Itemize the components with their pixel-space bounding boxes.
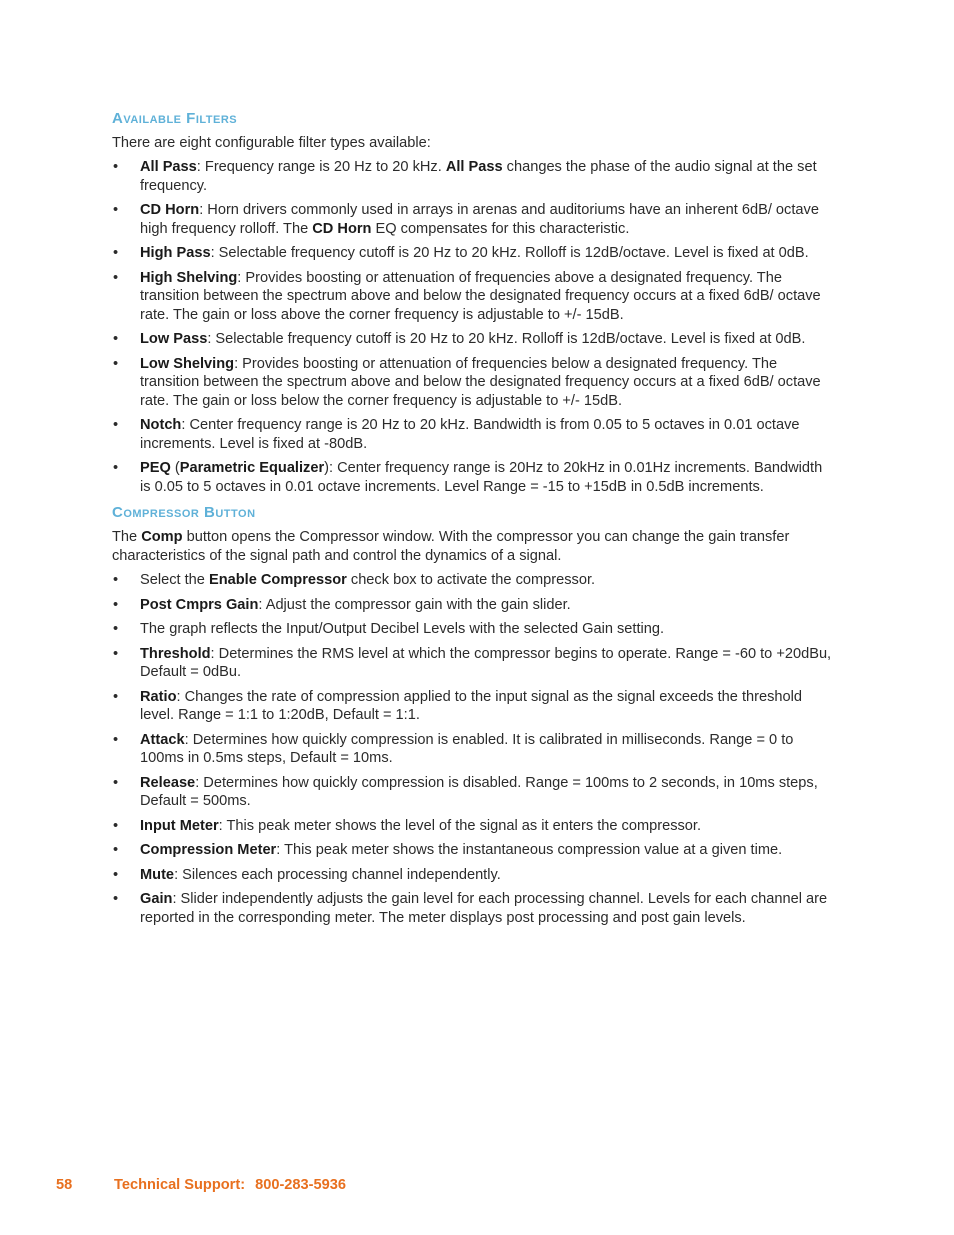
bullet-icon: • <box>113 688 119 705</box>
list-item <box>112 866 836 885</box>
bullet-icon: • <box>113 731 119 748</box>
term-bold: Notch <box>140 417 182 433</box>
item-text: : Determines how quickly compression is disabled. Range = 100ms to 2 seconds, in 10ms steps, Default = 500ms. <box>140 774 818 809</box>
bullet-icon: • <box>113 202 119 218</box>
list-item <box>112 620 836 639</box>
term-bold: Parametric Equalizer <box>179 460 325 476</box>
item-text: The graph reflects the Input/Output Decibel Levels with the selected Gain setting. <box>140 621 665 637</box>
compressor-intro-post: button opens the Compressor window. With the compressor you can change the gain transfer characteristics of the signal path and control the dynamics of a signal. <box>112 529 790 564</box>
item-text: : Determines the RMS level at which the compressor begins to operate. Range = -60 to +20dBu, Default = 0dBu. <box>140 645 832 680</box>
item-text: : Horn drivers commonly used in arrays in arenas and auditoriums have an inherent 6dB/ octave high frequency rolloff. The <box>140 202 819 237</box>
list-item <box>112 817 836 836</box>
item-text: : Silences each processing channel independently. <box>174 866 501 883</box>
term-bold: High Pass <box>140 245 211 261</box>
term-bold: Threshold <box>140 645 211 662</box>
bullet-icon: • <box>113 331 119 347</box>
term-bold: Low Shelving <box>140 355 235 372</box>
term-bold: Compression Meter <box>140 842 277 858</box>
support-phone: 800-283-5936 <box>255 1177 346 1193</box>
compressor-list <box>112 571 836 927</box>
list-item <box>112 244 836 263</box>
term-bold: Gain <box>140 891 173 907</box>
bullet-icon: • <box>113 817 119 834</box>
term-bold: Mute <box>140 866 175 883</box>
page-number: 58 <box>56 1177 73 1193</box>
list-item <box>112 774 836 811</box>
filters-intro: There are eight configurable filter types available: <box>112 135 431 151</box>
bullet-icon: • <box>113 417 119 433</box>
term-bold: Ratio <box>140 688 177 705</box>
term-bold: PEQ <box>140 460 171 476</box>
item-text: check box to activate the compressor. <box>346 572 596 588</box>
bullet-icon: • <box>113 355 119 372</box>
term-bold: Post Cmprs Gain <box>140 596 259 613</box>
list-item <box>112 645 836 682</box>
bullet-icon: • <box>113 866 119 883</box>
term-bold: Enable Compressor <box>208 572 347 588</box>
term-bold: Low Pass <box>140 331 208 347</box>
item-text: ( <box>170 460 180 476</box>
item-text: : This peak meter shows the level of the signal as it enters the compressor. <box>218 817 702 834</box>
list-item <box>112 596 836 615</box>
item-text: ): Center frequency range is 20Hz to 20kHz in 0.01Hz increments. Bandwidth is 0.05 to 5 octaves in 0.01 octave increments. Level Range = -15 to +15dB in 0.5dB increments. <box>140 460 823 495</box>
item-text: : Slider independently adjusts the gain level for each processing channel. Levels for each channel are reported in the corresponding meter. The meter displays post processing and post gain levels. <box>140 891 828 926</box>
term-bold: Attack <box>140 731 185 748</box>
term-bold: CD Horn <box>140 202 200 218</box>
bullet-icon: • <box>113 159 119 175</box>
bullet-icon: • <box>113 774 119 791</box>
bullet-icon: • <box>113 645 119 662</box>
list-item <box>112 158 836 195</box>
list-item <box>112 890 836 927</box>
bullet-icon: • <box>113 596 119 613</box>
term-bold: Release <box>140 774 196 791</box>
compressor-intro-bold: Comp <box>141 529 183 545</box>
item-text: EQ compensates for this characteristic. <box>371 220 630 237</box>
bullet-icon: • <box>113 245 119 261</box>
bullet-icon: • <box>113 269 119 286</box>
list-item <box>112 841 836 860</box>
item-text: : Selectable frequency cutoff is 20 Hz to 20 kHz. Rolloff is 12dB/octave. Level is fixed at 0dB. <box>207 331 806 347</box>
list-item <box>112 459 836 496</box>
bullet-icon: • <box>113 460 119 476</box>
bullet-icon: • <box>113 572 119 588</box>
term-bold: High Shelving <box>140 269 238 286</box>
term-bold: All Pass <box>445 159 503 175</box>
term-bold: All Pass <box>140 159 197 175</box>
page-footer <box>56 1175 346 1195</box>
filters-list <box>112 158 836 496</box>
item-text: : Provides boosting or attenuation of frequencies below a designated frequency. The transition between the spectrum above and below the designated frequency occurs at a fixed 6dB/ octave rate. The gain or loss below the corner frequency is adjustable to +/- 15dB. <box>140 355 821 409</box>
term-bold: CD Horn <box>312 220 372 237</box>
item-text: Select the <box>140 572 209 588</box>
list-item <box>112 731 836 768</box>
item-text: : Provides boosting or attenuation of frequencies above a designated frequency. The transition between the spectrum above and below the designated frequency occurs at a fixed 6dB/ octave rate. The gain or loss above the corner frequency is adjustable to +/- 15dB. <box>140 269 821 323</box>
bullet-icon: • <box>113 842 119 858</box>
compressor-intro <box>112 528 836 566</box>
item-text: changes the phase of the audio signal at the set frequency. <box>140 159 817 194</box>
list-item <box>112 330 836 349</box>
support-label: Technical Support: <box>114 1177 246 1193</box>
list-item <box>112 688 836 725</box>
list-item <box>112 571 836 590</box>
item-text: : Determines how quickly compression is enabled. It is calibrated in milliseconds. Range = 0 to 100ms in 0.5ms steps, Default = 10ms. <box>140 731 794 766</box>
item-text: : Adjust the compressor gain with the gain slider. <box>258 596 571 613</box>
page-content <box>112 108 836 933</box>
bullet-icon: • <box>113 891 119 907</box>
list-item <box>112 269 836 325</box>
compressor-intro-pre: The <box>112 529 142 545</box>
list-item <box>112 201 836 238</box>
item-text: : This peak meter shows the instantaneous compression value at a given time. <box>276 842 783 858</box>
list-item <box>112 355 836 411</box>
item-text: : Frequency range is 20 Hz to 20 kHz. <box>196 159 446 175</box>
item-text: : Selectable frequency cutoff is 20 Hz to 20 kHz. Rolloff is 12dB/octave. Level is fixed at 0dB. <box>210 245 809 261</box>
list-item <box>112 416 836 453</box>
item-text: : Center frequency range is 20 Hz to 20 kHz. Bandwidth is from 0.05 to 5 octaves in 0.01 octave increments. Level is fixed at -80dB. <box>140 417 800 452</box>
bullet-icon: • <box>113 621 119 637</box>
term-bold: Input Meter <box>140 817 219 834</box>
section-heading-available-filters: Available Filters <box>112 110 238 127</box>
item-text: : Changes the rate of compression applied to the input signal as the signal exceeds the threshold level. Range = 1:1 to 1:20dB, Default = 1:1. <box>140 688 802 723</box>
section-heading-compressor-button: Compressor Button <box>112 504 256 521</box>
